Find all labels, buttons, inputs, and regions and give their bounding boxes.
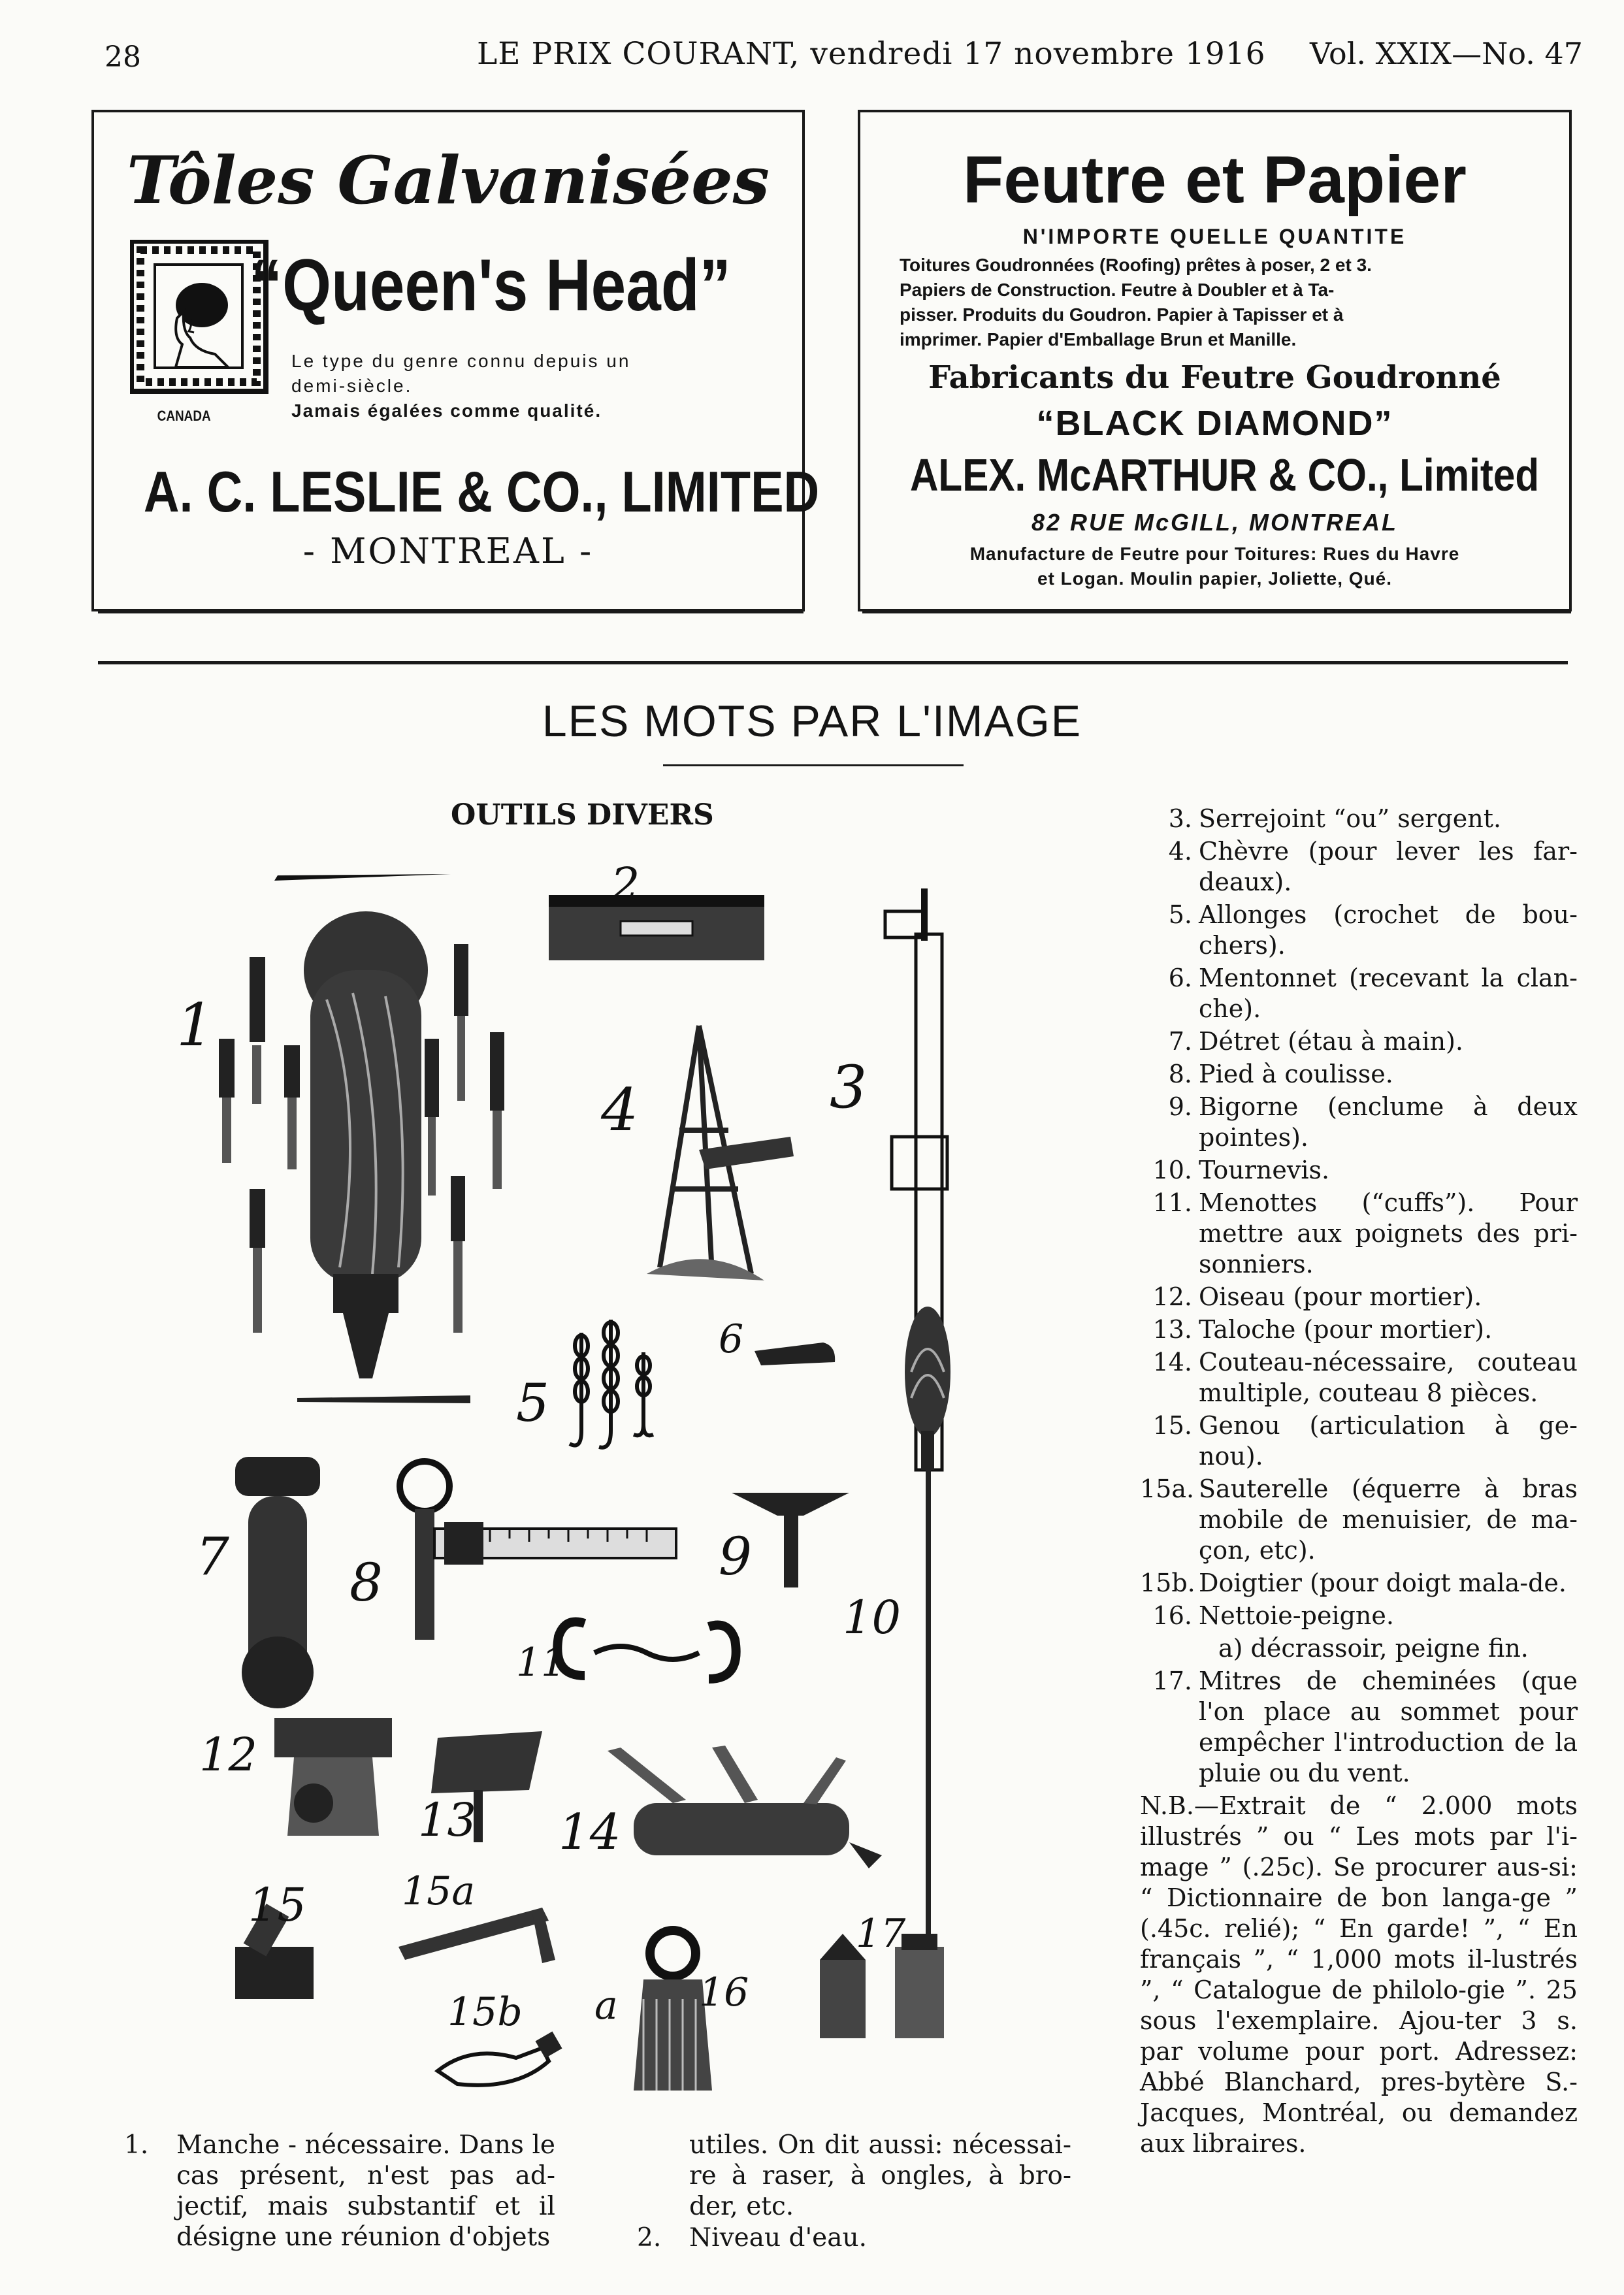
note-nb: N.B.—Extrait de “ 2.000 mots illustrés ” ou “ Les mots par l'i-mage ” (.25c). Se procurer aus-si: “ Dictionnaire de bon langa-ge ” (.45c. relié); “ En garde! ”, “ En français ”, “ 1,000 mots il-lustrés ”, “ Catalogue de philolo-gie ”. 25 sous l'exemplaire. Ajou-ter 3 s. par volume pour port. Adressez: Abbé Blanchard, pres-bytère S.-Jacques, Montréal, ou demandez aux libraires. (1140, 1791, 1578, 2158)
plate-label: 12 (199, 1728, 258, 1782)
plate-label: 1 (176, 991, 214, 1060)
newspaper-title: LE PRIX COURANT, vendredi 17 novembre 1916 (477, 36, 1266, 72)
section-rule (98, 661, 1568, 664)
ad-left-company: A. C. LESLIE & CO., LIMITED (143, 459, 820, 524)
ad-right-maker: Fabricants du Feutre Goudronné (928, 359, 1501, 396)
niveau-deau-drawing (549, 895, 764, 960)
plate-label: 7 (196, 1526, 229, 1587)
stamp-label: CANADA (157, 408, 211, 424)
ad-left-title: Tôles Galvanisées (127, 142, 770, 219)
definition-item: 17. Mitres de cheminées (que l'on place au sommet pour empêcher l'introduction de la pluie ou du vent. (1152, 1667, 1578, 1787)
plate-label: 14 (559, 1803, 621, 1861)
definition-item: 5. Allonges (crochet de bou-chers). (1168, 900, 1578, 960)
page-number: 28 (105, 41, 141, 74)
ad-toles-galvanisees (91, 110, 820, 611)
definition-item: 11. Menottes (“cuffs”). Pour mettre aux poignets des pri-sonniers. (1152, 1188, 1578, 1278)
definition-item: 13. Taloche (pour mortier). (1152, 1315, 1493, 1344)
couteau-necessaire-drawing (608, 1746, 882, 1868)
title-underline (663, 764, 964, 766)
plate-label: 8 (349, 1552, 383, 1613)
ad-left-brand: “Queen's Head” (251, 244, 731, 326)
definition-item: 3. Serrejoint “ou” sergent. (1168, 804, 1502, 833)
plate-label: 2 (611, 858, 640, 911)
ad-right-body-2: Papiers de Construction. Feutre à Doubler et à Ta- (900, 280, 1335, 300)
definition-item: 10. Tournevis. (1152, 1156, 1330, 1184)
chevre-drawing (647, 1026, 794, 1280)
definition-item: 16. Nettoie-peigne. (1152, 1601, 1394, 1630)
ad-right-body-3: pisser. Produits du Goudron. Papier à Tapisser et à (900, 304, 1344, 325)
ad-right-company: ALEX. McARTHUR & CO., Limited (909, 449, 1540, 500)
section-subtitle: OUTILS DIVERS (451, 798, 714, 832)
doigtier-drawing (438, 2032, 562, 2085)
plate-label: 13 (418, 1793, 477, 1847)
oiseau-drawing (274, 1718, 392, 1836)
definition-item: 4. Chèvre (pour lever les far-deaux). (1168, 837, 1578, 896)
ad-left-desc-1: Le type du genre connu depuis un (291, 351, 631, 371)
bottom-item-2: 2. Niveau d'eau. (637, 2223, 868, 2253)
definition-item: 8. Pied à coulisse. (1168, 1060, 1393, 1088)
ad-right-title: Feutre et Papier (963, 142, 1467, 217)
definition-item: 15b. Doigtier (pour doigt mala-de. (1140, 1569, 1567, 1597)
definitions-list (1140, 804, 1578, 2159)
ad-right-body-1: Toitures Goudronnées (Roofing) prêtes à poser, 2 et 3. (900, 255, 1372, 275)
definition-item: a) décrassoir, peigne fin. (1218, 1634, 1529, 1663)
plate-label: 6 (719, 1316, 744, 1362)
bottom-item-1: 1. Manche - nécessaire. Dans le cas présent, n'est pas ad-jectif, mais substantif et il désigne une réunion d'objets (124, 2130, 555, 2252)
ad-right-body-4: imprimer. Papier d'Emballage Brun et Manille. (900, 329, 1297, 350)
definition-item: 9. Bigorne (enclume à deux pointes). (1168, 1092, 1578, 1152)
plate-label: 16 (699, 1970, 749, 2015)
bottom-item-1-continued: utiles. On dit aussi: nécessai-re à raser, à ongles, à bro-der, etc. (689, 2130, 1071, 2221)
plate-label: a (594, 1983, 618, 2028)
definition-item: 15. Genou (articulation à ge-nou). (1152, 1411, 1578, 1471)
ad-right-address: 82 RUE McGILL, MONTREAL (1031, 509, 1399, 536)
definition-item: 6. Mentonnet (recevant la clan-che). (1168, 964, 1578, 1023)
definition-item: 12. Oiseau (pour mortier). (1152, 1282, 1482, 1311)
plate-label: 9 (719, 1526, 752, 1587)
definition-item: 7. Détret (étau à main). (1168, 1027, 1463, 1056)
volume-number: Vol. XXIX—No. 47 (1310, 36, 1583, 71)
plate-label: 4 (601, 1076, 639, 1145)
allonges-drawing (570, 1320, 653, 1448)
pied-a-coulisse-drawing (400, 1461, 676, 1640)
plate-label: 15a (402, 1868, 476, 1914)
ad-feutre-et-papier (858, 110, 1572, 611)
ad-right-product: “BLACK DIAMOND” (1036, 404, 1393, 443)
plate-label: 17 (856, 1911, 906, 1957)
rule-left (98, 611, 804, 613)
plate-label: 10 (843, 1591, 901, 1644)
plate-label: 3 (830, 1053, 868, 1122)
definition-item: 14. Couteau-nécessaire, couteau multiple, couteau 8 pièces. (1152, 1348, 1578, 1407)
plate-label: 11 (516, 1640, 566, 1685)
plate-label: 15 (248, 1878, 307, 1932)
ad-right-foot-2: et Logan. Moulin papier, Joliette, Qué. (1037, 568, 1393, 589)
ad-right-foot-1: Manufacture de Feutre pour Toitures: Rues du Havre (969, 544, 1460, 564)
section-title: LES MOTS PAR L'IMAGE (542, 696, 1082, 746)
plate-label: 5 (516, 1373, 549, 1433)
tools-illustration (176, 849, 1137, 2110)
tournevis-drawing (905, 1307, 950, 1979)
manche-necessaire-drawing (219, 874, 504, 1403)
ad-left-desc-3: Jamais égalées comme qualité. (291, 400, 602, 421)
plate-label: 15b (447, 1989, 523, 2035)
ad-left-city: - MONTREAL - (302, 530, 594, 572)
detret-drawing (235, 1457, 320, 1708)
definition-item: 15a. Sauterelle (équerre à bras mobile de menuisier, de ma-çon, etc). (1140, 1474, 1578, 1565)
mentonnet-drawing (755, 1343, 835, 1365)
ad-right-subtitle: N'IMPORTE QUELLE QUANTITE (1022, 225, 1407, 248)
ad-left-desc-2: demi-siècle. (291, 376, 413, 396)
menottes-drawing (557, 1622, 736, 1680)
sauterelle-drawing (398, 1908, 555, 1963)
rule-right (862, 611, 1571, 613)
